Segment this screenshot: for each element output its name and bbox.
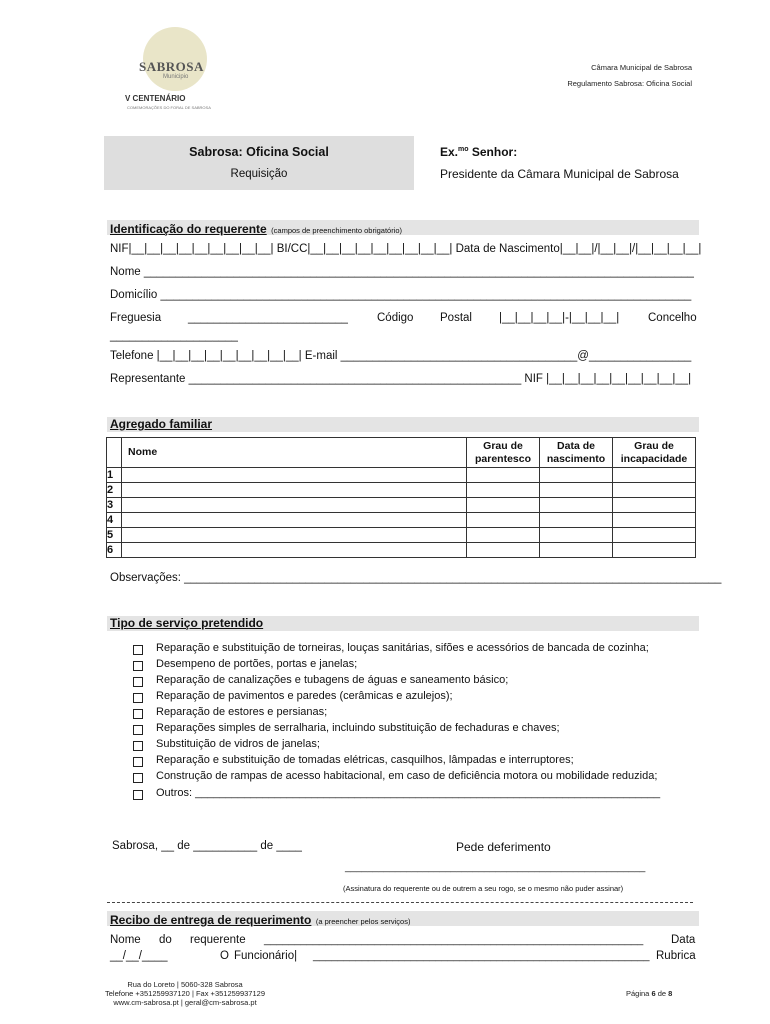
household-table — [106, 437, 696, 558]
cell-incapacidade[interactable] — [613, 513, 696, 528]
title-box — [104, 136, 414, 190]
cell-parentesco[interactable] — [467, 498, 540, 513]
footer-web: www.cm-sabrosa.pt | geral@cm-sabrosa.pt — [113, 998, 257, 1007]
postal-label: Postal — [440, 312, 472, 324]
service-checkbox[interactable] — [133, 661, 143, 671]
cell-nascimento[interactable] — [540, 498, 613, 513]
service-option-label[interactable]: Outros: ____________________________________________________________________________ — [156, 787, 661, 799]
footer-phone: Telefone +351259937120 | Fax +351259937129 — [104, 989, 265, 998]
table-row[interactable] — [107, 483, 696, 498]
service-option-label: Reparação de pavimentos e paredes (cerâmicas e azulejos); — [156, 690, 453, 702]
section-title-identificacao: Identificação do requerente (campos de preenchimento obrigatório) — [110, 222, 403, 236]
service-checkbox[interactable] — [133, 677, 143, 687]
col-grau-incapacidade: Grau de incapacidade — [613, 438, 696, 468]
table-row[interactable] — [107, 468, 696, 483]
recibo-date-field[interactable]: __/__/____ — [110, 950, 168, 962]
telefone-email-line[interactable]: Telefone |__|__|__|__|__|__|__|__|__| E-mail _____________________________________@________________ — [110, 350, 692, 362]
service-option-label: Substituição de vidros de janelas; — [156, 738, 320, 750]
cell-incapacidade[interactable] — [613, 543, 696, 558]
cell-parentesco[interactable] — [467, 483, 540, 498]
table-header-row — [107, 438, 696, 468]
cell-nascimento[interactable] — [540, 513, 613, 528]
cell-incapacidade[interactable] — [613, 498, 696, 513]
form-title: Sabrosa: Oficina Social — [189, 145, 329, 159]
recibo-nome-label: Nome — [110, 934, 141, 946]
row-number-header — [107, 438, 122, 468]
service-checkbox[interactable] — [133, 693, 143, 703]
table-row[interactable] — [107, 528, 696, 543]
codigo-label: Código — [377, 312, 414, 324]
service-option-label: Reparação e substituição de tomadas elétricas, casquilhos, lâmpadas e interruptores; — [156, 754, 574, 766]
cell-parentesco[interactable] — [467, 543, 540, 558]
table-row[interactable] — [107, 513, 696, 528]
section-title-servico: Tipo de serviço pretendido — [110, 616, 264, 630]
logo-tagline: COMEMORAÇÕES DO FORAL DE SABROSA — [127, 105, 211, 110]
recibo-rubrica-label: Rubrica — [656, 950, 696, 962]
pede-deferimento: Pede deferimento — [456, 840, 551, 854]
name-field-line[interactable]: Nome ______________________________________________________________________________________ — [110, 266, 694, 278]
cell-nome[interactable] — [122, 528, 467, 543]
cell-incapacidade[interactable] — [613, 468, 696, 483]
row-number: 6 — [107, 543, 122, 558]
concelho-label: Concelho — [648, 312, 697, 324]
cut-line — [107, 902, 693, 903]
table-row[interactable] — [107, 543, 696, 558]
date-line[interactable]: Sabrosa, __ de __________ de ____ — [112, 840, 302, 852]
service-checkbox[interactable] — [133, 709, 143, 719]
service-checkbox[interactable] — [133, 741, 143, 751]
addressee-greeting: Ex.$^{mo}$ Senhor: — [440, 145, 518, 159]
row-number: 5 — [107, 528, 122, 543]
cell-nome[interactable] — [122, 468, 467, 483]
observacoes-line[interactable]: Observações: ____________________________________________________________________________________ — [110, 572, 722, 584]
service-option-label: Construção de rampas de acesso habitacional, em caso de deficiência motora ou mobilidade reduzida; — [156, 770, 658, 782]
concelho-field[interactable]: ____________________ — [110, 330, 238, 342]
col-data-nascimento: Data de nascimento — [540, 438, 613, 468]
service-checkbox[interactable] — [133, 725, 143, 735]
cell-nome[interactable] — [122, 513, 467, 528]
service-option-label: Reparação e substituição de torneiras, louças sanitárias, sifões e acessórios de bancada de cozinha; — [156, 642, 649, 654]
cell-nascimento[interactable] — [540, 528, 613, 543]
municipality-logo — [125, 25, 235, 115]
footer-address: Rua do Loreto | 5060-328 Sabrosa — [127, 980, 243, 989]
recibo-o-label: O — [220, 950, 229, 962]
table-row[interactable] — [107, 498, 696, 513]
row-number: 3 — [107, 498, 122, 513]
recibo-requerente-field[interactable]: ______________________________________________________________ — [264, 934, 644, 946]
cell-nascimento[interactable] — [540, 543, 613, 558]
cell-parentesco[interactable] — [467, 528, 540, 543]
col-grau-parentesco: Grau de parentesco — [467, 438, 540, 468]
recibo-data-label: Data — [671, 934, 696, 946]
logo-sub: Municipio — [163, 74, 189, 80]
service-option-label: Reparação de canalizações e tubagens de águas e saneamento básico; — [156, 674, 509, 686]
col-nome: Nome — [122, 438, 467, 468]
logo-centenario: V CENTENÁRIO — [125, 94, 186, 103]
nif-bi-birthdate-line[interactable]: NIF|__|__|__|__|__|__|__|__|__| BI/CC|__|__|__|__|__|__|__|__|__| Data de Nascimento|__|__|/|__|__|/|__|__|__|__| — [110, 243, 702, 255]
page-number: Página 6 de 8 — [626, 989, 673, 998]
cell-parentesco[interactable] — [467, 468, 540, 483]
service-option-label: Reparações simples de serralharia, incluindo substituição de fechaduras e chaves; — [156, 722, 560, 734]
signature-note: (Assinatura do requerente ou de outrem a seu rogo, se o mesmo não puder assinar) — [343, 884, 624, 893]
row-number: 2 — [107, 483, 122, 498]
freguesia-field[interactable]: _________________________ — [188, 312, 348, 324]
recibo-do-label: do — [159, 934, 172, 946]
cell-parentesco[interactable] — [467, 513, 540, 528]
logo-name: SABROSA — [139, 59, 204, 74]
domicilio-field-line[interactable]: Domicílio ___________________________________________________________________________________ — [110, 289, 692, 301]
row-number: 4 — [107, 513, 122, 528]
cell-incapacidade[interactable] — [613, 528, 696, 543]
cell-nascimento[interactable] — [540, 468, 613, 483]
service-checkbox[interactable] — [133, 757, 143, 767]
service-option-label: Desempeno de portões, portas e janelas; — [156, 658, 358, 670]
addressee-name: Presidente da Câmara Municipal de Sabrosa — [440, 167, 679, 181]
service-checkbox[interactable] — [133, 790, 143, 800]
postal-code-field[interactable]: |__|__|__|__|-|__|__|__| — [499, 312, 620, 324]
header-org: Câmara Municipal de Sabrosa — [591, 63, 692, 72]
recibo-funcionario-label: Funcionário| — [234, 950, 298, 962]
row-number: 1 — [107, 468, 122, 483]
signature-line[interactable]: ______________________________________________________ — [345, 862, 646, 873]
section-title-recibo: Recibo de entrega de requerimento (a preencher pelos serviços) — [110, 913, 411, 927]
freguesia-label: Freguesia — [110, 312, 162, 324]
recibo-requerente-label: requerente — [190, 934, 246, 946]
representante-line[interactable]: Representante ____________________________________________________ NIF |__|__|__|__|__|__|__|__|__| — [110, 373, 692, 385]
cell-incapacidade[interactable] — [613, 483, 696, 498]
cell-nome[interactable] — [122, 483, 467, 498]
cell-nome[interactable] — [122, 543, 467, 558]
form-subtitle: Requisição — [230, 168, 288, 180]
header-doc: Regulamento Sabrosa: Oficina Social — [567, 79, 692, 88]
cell-nascimento[interactable] — [540, 483, 613, 498]
service-option-label: Reparação de estores e persianas; — [156, 706, 328, 718]
section-title-agregado: Agregado familiar — [110, 417, 213, 431]
service-checkbox[interactable] — [133, 645, 143, 655]
service-checkbox[interactable] — [133, 773, 143, 783]
recibo-funcionario-field[interactable]: _______________________________________________________ — [313, 950, 650, 962]
cell-nome[interactable] — [122, 498, 467, 513]
